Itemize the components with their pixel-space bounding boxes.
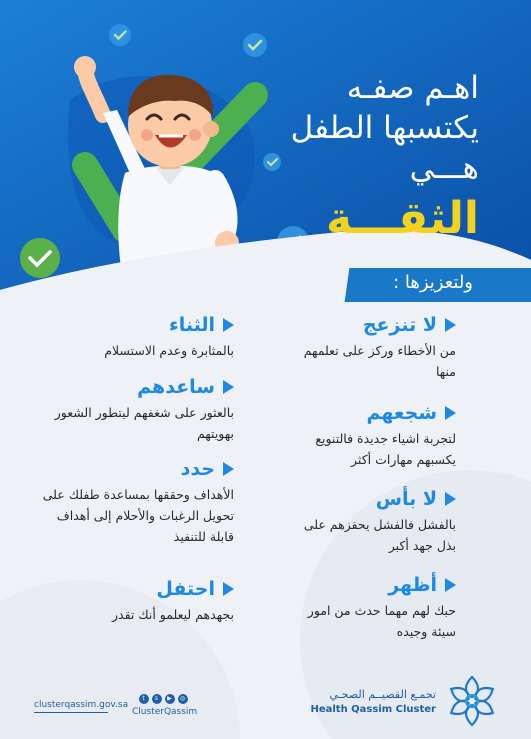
- tip-item: [286, 400, 456, 486]
- tip-title: الثناء: [168, 314, 215, 336]
- social-handle: ClusterQassim: [132, 707, 198, 717]
- tips-column-right: [286, 312, 456, 642]
- tip-body: لتجربة اشياء جديدة فالتنويع يكسبهم مهارات أكثر: [315, 431, 456, 467]
- tip-item: [286, 572, 456, 642]
- subhead-bar: [340, 268, 531, 302]
- brand-name-arabic: تجمـع القصيــم الصحـي: [329, 688, 436, 701]
- triangle-bullet-icon: [223, 318, 234, 332]
- tip-item: [34, 374, 234, 456]
- tip-title: لا بأس: [375, 488, 437, 510]
- social-links: [132, 694, 198, 717]
- tip-item: [286, 486, 456, 572]
- triangle-bullet-icon: [445, 318, 456, 332]
- tip-body: الأهداف وحققها بمساعدة طفلك على تحويل الرغبات والأحلام إلى أهداف قابلة للتنفيذ: [42, 487, 234, 544]
- tip-body: حبك لهم مهما حدث من امور سيئة وجيده: [307, 603, 456, 639]
- tip-title: احتفل: [156, 578, 215, 600]
- website-underline: [34, 712, 108, 713]
- tip-title: أظهر: [388, 574, 437, 596]
- headline-line-3: هـــي: [409, 150, 479, 186]
- social-twitter-icon[interactable]: t: [139, 694, 149, 704]
- tip-item: [286, 312, 456, 400]
- subhead-label: ولتعزيزها :: [393, 272, 473, 293]
- triangle-bullet-icon: [223, 380, 234, 394]
- tip-body: من الأخطاء وركز على تعلمهم منها: [303, 343, 456, 379]
- social-instagram-icon[interactable]: ◎: [178, 694, 188, 704]
- headline-line-1: اهـم صفـه: [346, 70, 479, 106]
- brand-text: [310, 688, 436, 715]
- tip-body: بالفشل فالفشل يحفزهم على بذل جهد أكبر: [303, 517, 456, 553]
- check-icon: [109, 24, 131, 46]
- cluster-logo-icon: [445, 674, 499, 728]
- tip-item: [34, 312, 234, 374]
- tip-title: لا تنزعج: [362, 314, 437, 336]
- tip-body: بالمثابرة وعدم الاستسلام: [104, 343, 234, 358]
- triangle-bullet-icon: [445, 492, 456, 506]
- triangle-bullet-icon: [445, 406, 456, 420]
- triangle-bullet-icon: [223, 462, 234, 476]
- headline-line-2: يكتسبها الطفل: [290, 110, 479, 146]
- social-snapchat-icon[interactable]: s: [152, 694, 162, 704]
- tips-column-left: [34, 312, 234, 625]
- headline-hero-word: الثقـــة: [325, 193, 479, 244]
- social-youtube-icon[interactable]: ▶: [165, 694, 175, 704]
- triangle-bullet-icon: [445, 578, 456, 592]
- tip-title: حدد: [180, 458, 215, 480]
- check-icon: [243, 33, 267, 57]
- website-link[interactable]: clusterqassim.gov.sa: [34, 700, 129, 710]
- tip-title: ساعدهم: [137, 376, 215, 398]
- tip-item: [34, 576, 234, 625]
- brand-name-english: Health Qassim Cluster: [310, 704, 436, 715]
- tip-item: [34, 456, 234, 576]
- tip-title: شجعهم: [366, 402, 437, 424]
- tip-body: بالعثور على شغفهم ليتطور الشعور بهويتهم: [54, 405, 234, 441]
- headline: [219, 68, 479, 248]
- triangle-bullet-icon: [223, 582, 234, 596]
- tip-body: بجهدهم ليعلمو أنك تقدر: [111, 607, 234, 622]
